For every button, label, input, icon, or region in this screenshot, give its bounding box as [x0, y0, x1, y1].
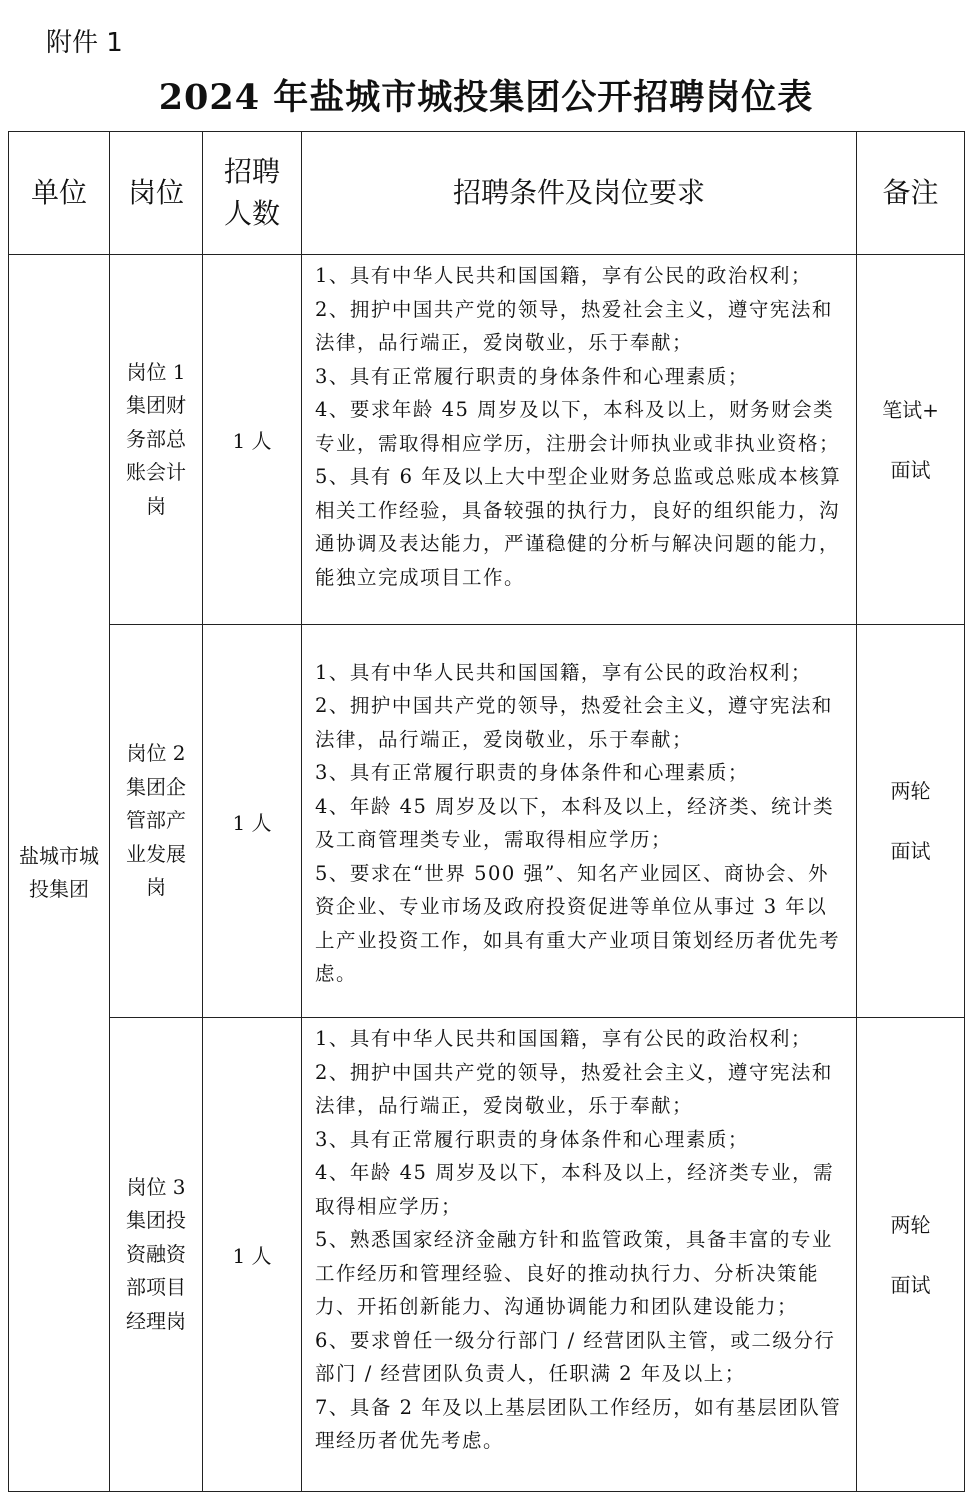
table-row — [9, 625, 965, 1018]
requirement-item: 3、具有正常履行职责的身体条件和心理素质； — [315, 364, 749, 388]
requirement-item: 5、要求在“世界 500 强”、知名产业园区、商协会、外资企业、专业市场及政府投资促进等单位从事过 3 年以上产业投资工作，如具有重大产业项目策划经历者优先考虑。 — [315, 861, 841, 985]
requirement-item: 4、年龄 45 周岁及以下，本科及以上，经济类专业，需取得相应学历； — [315, 1161, 835, 1218]
note-cell — [857, 1018, 965, 1492]
header-position: 岗位 — [110, 132, 203, 255]
requirement-item: 4、要求年龄 45 周岁及以下，本科及以上，财务财会类专业，需取得相应学历，注册会计师执业或非执业资格； — [315, 398, 841, 455]
position-cell: 岗位 2 集团企管部产业发展岗 — [110, 625, 203, 1018]
requirement-item: 3、具有正常履行职责的身体条件和心理素质； — [315, 1127, 749, 1151]
requirement-item: 6、要求曾任一级分行部门 / 经营团队主管，或二级分行部门 / 经营团队负责人，任职满 2 年及以上； — [315, 1328, 836, 1385]
header-note: 备注 — [857, 132, 965, 255]
requirement-item: 1、具有中华人民共和国国籍，享有公民的政治权利； — [315, 264, 812, 287]
note-cell — [857, 255, 965, 625]
header-row — [9, 132, 965, 255]
count-cell: 1 人 — [203, 1018, 302, 1492]
table-row — [9, 1018, 965, 1492]
page-title: 2024 年盐城市城投集团公开招聘岗位表 — [158, 77, 814, 118]
requirement-item: 2、拥护中国共产党的领导，热爱社会主义，遵守宪法和法律，品行端正，爱岗敬业，乐于奉献； — [315, 297, 833, 354]
note-line2: 面试 — [890, 839, 931, 863]
requirements-cell — [302, 1018, 857, 1492]
recruitment-table — [8, 131, 965, 1492]
position-cell: 岗位 1 集团财务部总账会计岗 — [110, 255, 203, 625]
count-cell: 1 人 — [203, 255, 302, 625]
header-unit: 单位 — [9, 132, 110, 255]
header-count-line2: 人数 — [223, 197, 280, 230]
position-cell: 岗位 3 集团投资融资部项目经理岗 — [110, 1018, 203, 1492]
requirement-item: 5、具有 6 年及以上大中型企业财务总监或总账成本核算相关工作经验，具备较强的执行力，良好的组织能力，沟通协调及表达能力，严谨稳健的分析与解决问题的能力，能独立完成项目工作。 — [315, 465, 842, 589]
annex-label: 附件 1 — [46, 28, 123, 58]
header-count-line1: 招聘 — [223, 155, 280, 188]
note-line2: 面试 — [890, 1272, 931, 1297]
header-requirements: 招聘条件及岗位要求 — [302, 132, 857, 255]
requirement-item: 2、拥护中国共产党的领导，热爱社会主义，遵守宪法和法律，品行端正，爱岗敬业，乐于奉献； — [315, 1060, 833, 1117]
requirement-item: 1、具有中华人民共和国国籍，享有公民的政治权利； — [315, 660, 812, 684]
note-line1: 笔试+ — [882, 397, 939, 422]
note-line1: 两轮 — [890, 1212, 931, 1237]
count-cell: 1 人 — [203, 625, 302, 1018]
requirement-item: 4、年龄 45 周岁及以下，本科及以上，经济类、统计类及工商管理类专业，需取得相应学历； — [315, 794, 835, 851]
requirement-item: 3、具有正常履行职责的身体条件和心理素质； — [315, 761, 749, 784]
requirement-item: 1、具有中华人民共和国国籍，享有公民的政治权利； — [315, 1027, 812, 1050]
requirements-cell — [302, 625, 857, 1018]
requirement-item: 2、拥护中国共产党的领导，热爱社会主义，遵守宪法和法律，品行端正，爱岗敬业，乐于奉献； — [315, 694, 833, 751]
header-count — [203, 132, 302, 255]
note-line2: 面试 — [890, 457, 931, 482]
table-row — [9, 255, 965, 625]
requirements-cell — [302, 255, 857, 625]
requirement-item: 7、具备 2 年及以上基层团队工作经历，如有基层团队管理经历者优先考虑。 — [315, 1395, 842, 1452]
requirement-item: 5、熟悉国家经济金融方针和监管政策，具备丰富的专业工作经历和管理经验、良好的推动执行力、分析决策能力、开拓创新能力、沟通协调能力和团队建设能力； — [315, 1228, 833, 1318]
note-line1: 两轮 — [890, 779, 931, 803]
unit-cell: 盐城市城投集团 — [9, 255, 110, 1492]
note-cell — [857, 625, 965, 1018]
